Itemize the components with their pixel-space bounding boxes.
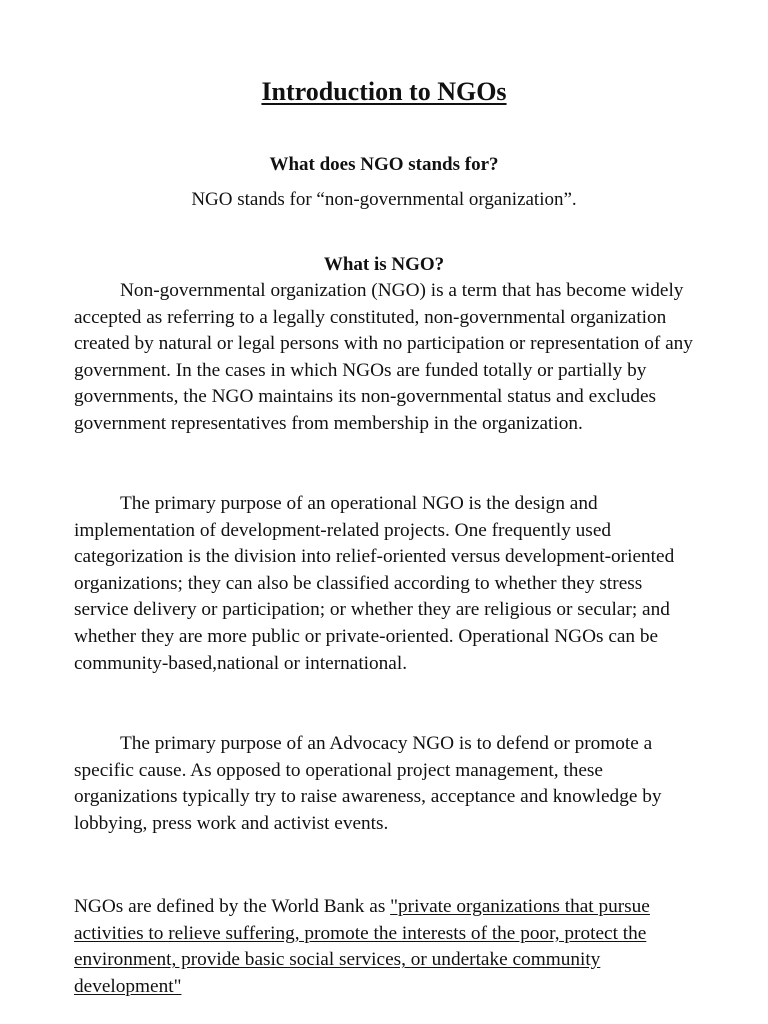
paragraph-world-bank-definition (74, 894, 698, 1000)
paragraph-operational-ngo: The primary purpose of an operational NGO is the design and implementation of development-related projects. One frequently used categorization is the division into relief-oriented versus development-oriented organizations; they can also be classified according to whether they stress service delivery or participation; or whether they are religious or secular; and whether they are more public or private-oriented. Operational NGOs can be community-based,national or international. (74, 493, 675, 674)
document-title (0, 76, 768, 108)
paragraph-advocacy-ngo: The primary purpose of an Advocacy NGO is to defend or promote a specific cause. As opposed to operational project management, these organizations typically try to raise awareness, acceptance and knowledge by lobbying, press work and activist events. (74, 733, 662, 834)
world-bank-quote: "private organizations that pursue activities to relieve suffering, promote the interests of the poor, protect the environment, provide basic social services, or undertake community development" (74, 896, 650, 997)
ngo-definition-line: NGO stands for “non-governmental organization”. (191, 189, 577, 210)
paragraph-ngo-definition: Non-governmental organization (NGO) is a term that has become widely accepted as referring to a legally constituted, non-governmental organization created by natural or legal persons with no participation or representation of any government. In the cases in which NGOs are funded totally or partially by governments, the NGO maintains its non-governmental status and excludes government representatives from membership in the organization. (74, 280, 693, 434)
section-heading-what-is-ngo: What is NGO? (323, 254, 445, 275)
document-title-text: Introduction to NGOs (261, 77, 507, 106)
world-bank-lead-text: NGOs are defined by the World Bank as (74, 896, 391, 917)
section-heading-ngo-stands-for: What does NGO stands for? (269, 154, 499, 175)
